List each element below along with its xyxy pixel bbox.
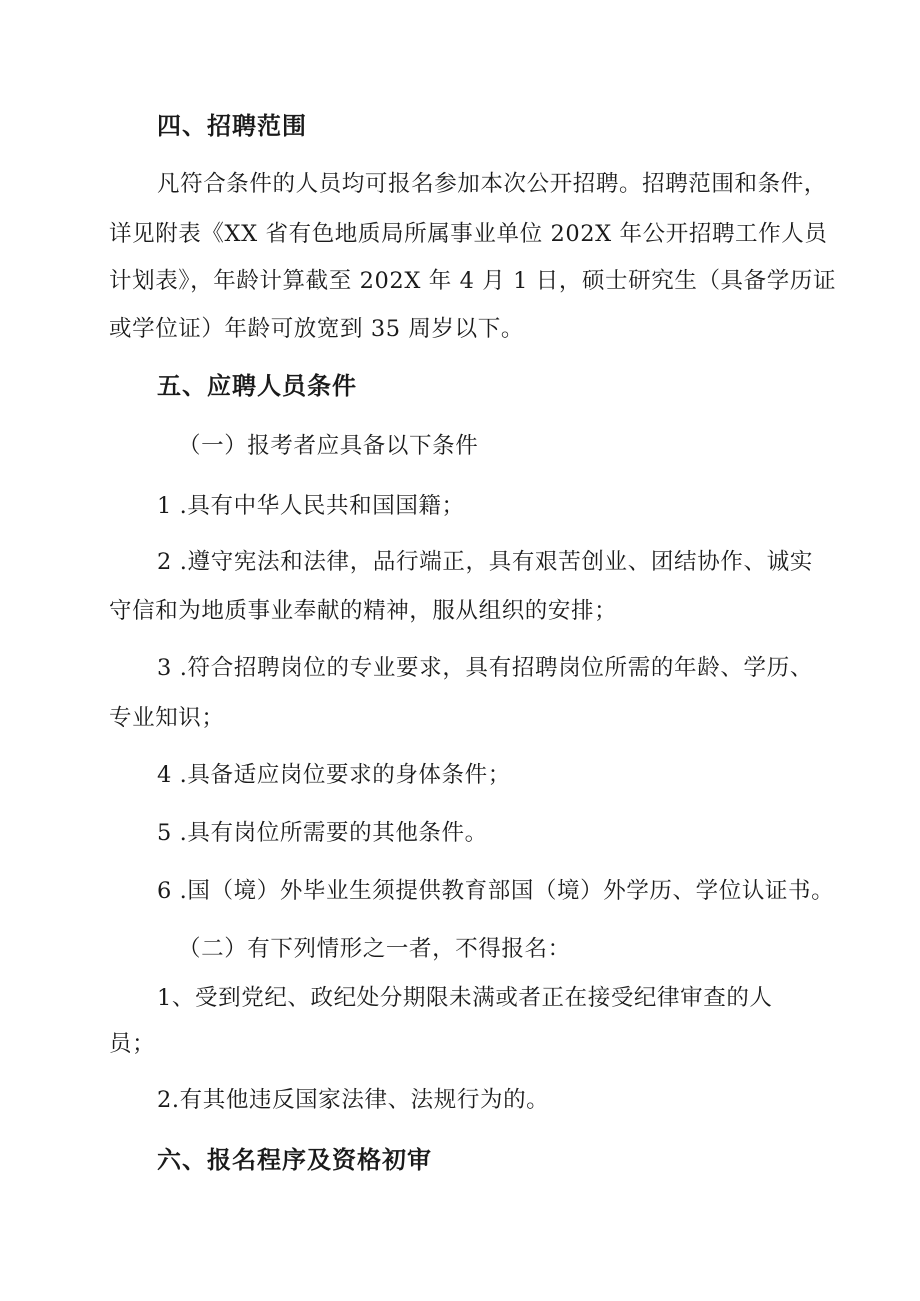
exclusion-item-1-cont: 员； — [109, 1031, 156, 1057]
section-4-line-3: 计划表》，年龄计算截至 202X 年 4 月 1 日，硕士研究生（具备学历证 — [109, 268, 837, 294]
condition-item-6: 6 .国（境）外毕业生须提供教育部国（境）外学历、学位认证书。 — [157, 878, 835, 904]
exclusion-item-1: 1、受到党纪、政纪处分期限未满或者正在接受纪律审查的人 — [157, 985, 773, 1011]
condition-item-2: 2 .遵守宪法和法律，品行端正，具有艰苦创业、团结协作、诚实 — [157, 549, 813, 575]
section-4-line-1: 凡符合条件的人员均可报名参加本次公开招聘。招聘范围和条件， — [157, 171, 827, 197]
exclusion-item-2: 2.有其他违反国家法律、法规行为的。 — [157, 1087, 550, 1113]
condition-item-3: 3 .符合招聘岗位的专业要求，具有招聘岗位所需的年龄、学历、 — [157, 655, 813, 681]
condition-item-2-cont: 守信和为地质事业奉献的精神，服从组织的安排； — [109, 598, 618, 624]
subsection-2-heading: （二）有下列情形之一者，不得报名： — [178, 936, 571, 962]
section-4-heading: 四、招聘范围 — [157, 112, 307, 140]
subsection-1-heading: （一）报考者应具备以下条件 — [178, 433, 479, 459]
condition-item-3-cont: 专业知识； — [109, 705, 225, 731]
section-4-line-2: 详见附表《XX 省有色地质局所属事业单位 202X 年公开招聘工作人员 — [109, 221, 828, 247]
section-6-heading: 六、报名程序及资格初审 — [157, 1146, 432, 1174]
condition-item-5: 5 .具有岗位所需要的其他条件。 — [157, 820, 488, 846]
condition-item-1: 1 .具有中华人民共和国国籍； — [157, 493, 465, 519]
condition-item-4: 4 .具备适应岗位要求的身体条件； — [157, 762, 511, 788]
section-4-line-4: 或学位证）年龄可放宽到 35 周岁以下。 — [109, 316, 524, 342]
section-5-heading: 五、应聘人员条件 — [157, 372, 357, 400]
